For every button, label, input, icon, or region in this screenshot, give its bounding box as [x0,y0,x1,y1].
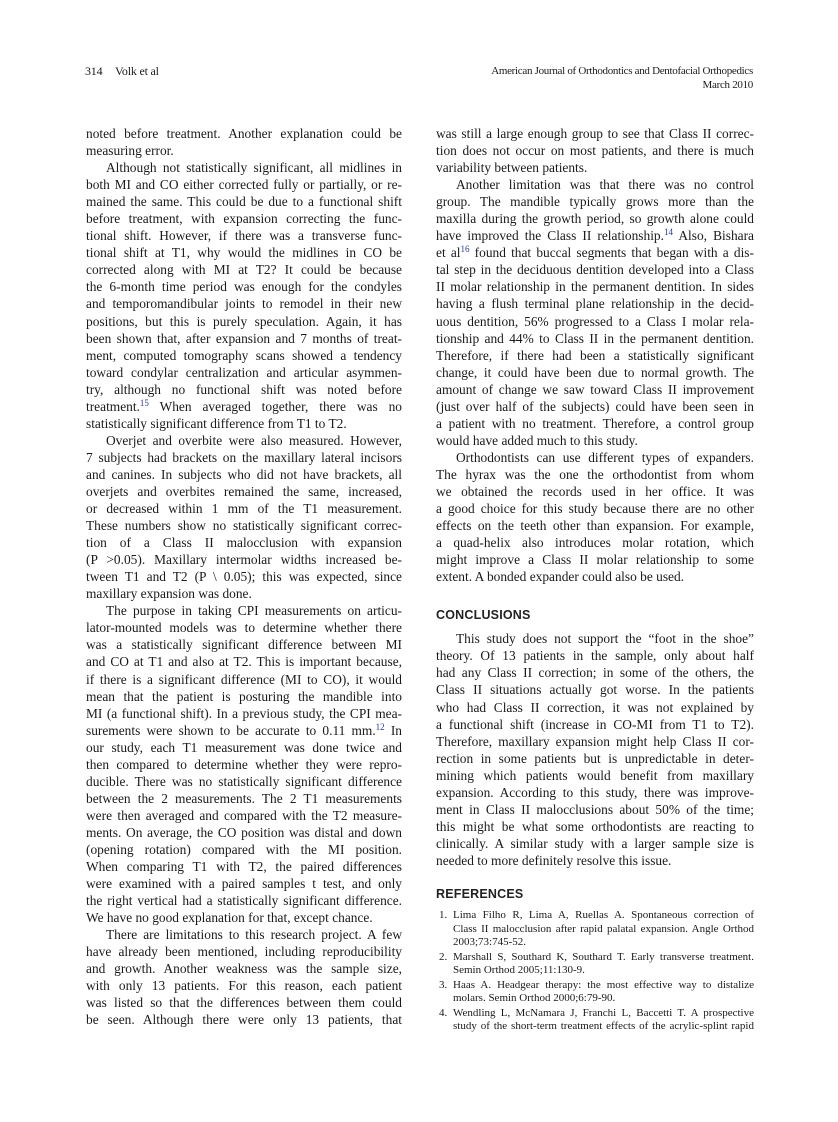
text-line: the right vertical had a statistically significant difference. [86,893,402,909]
text-line: tween T1 and T2 (P \ 0.05); this was expected, since [86,569,402,585]
text-line: might improve a Class II molar relationship to some [436,552,754,568]
text-line: overjets and overbites remained the same, increased, [86,483,402,499]
citation-link[interactable]: 12 [375,721,385,732]
text-line: had any Class II correction; in some of the others, the [436,665,754,681]
text-line: maxillary expansion was done. [86,586,252,602]
text-line: II molar relationship in the permanent dentition. In sides [436,279,754,295]
reference-item [436,1007,754,1034]
text-line: tional shift at T1, why would the midlines in CO be [86,245,402,261]
reference-number: 1. [439,909,448,922]
text-line: a patient with no treatment. Therefore, a control group [436,415,754,431]
left-column [86,125,402,1028]
text-line: maxilla during the growth period, so growth alone could [436,211,754,227]
text-line: (opening rotation) compared with the MI position. [86,841,402,857]
paragraph [436,176,754,449]
text-line: These numbers show no statistically significant correc- [86,518,402,534]
paragraph [86,926,402,1028]
text-line: were examined with a paired samples t test, and only [86,876,402,892]
running-authors: Volk et al [115,64,159,78]
text-line: group. The mandible typically grows more than the [436,194,754,210]
text-line: we obtained the records used in her office. It was [436,483,754,499]
text-line: was a statistically significant difference between MI [86,637,402,653]
text-line: The hyrax was the one the orthodontist from whom [436,466,754,482]
paragraph [436,630,754,869]
text-line: Class II situations actually got worse. In the patients [436,682,754,698]
reference-item [436,951,754,978]
right-column [436,125,754,1035]
reference-text-line: 2003;73:745-52. [453,936,527,949]
text-line: ments. On average, the CO position was distal and down [86,824,402,840]
text-line: rection in some patients but is unpredictable in deter- [436,750,754,766]
reference-item [436,909,754,950]
section-heading-conclusions: CONCLUSIONS [436,608,531,623]
reference-text-line: Lima Filho R, Lima A, Ruellas A. Spontaneous correction of [453,909,754,922]
text-line: been shown that, after expansion and 7 months of treat- [86,330,402,346]
text-line: The purpose in taking CPI measurements on articu- [106,603,402,619]
text-line: variability between patients. [436,160,588,176]
text-line: clinically. A similar study with a larger sample size is [436,835,754,851]
reference-text-line: Class II malocclusion after rapid palatal expansion. Angle Orthod [453,922,754,935]
text-line: treatment.$^{15}$ When averaged together, there was no [86,397,402,414]
text-line: was listed so that the differences between them could [86,995,402,1011]
paragraph [86,159,402,432]
text-line: tion does not occur on most patients, and there is much [436,143,754,159]
conclusions-body [436,630,754,869]
text-line: (P >0.05). Maxillary intermolar widths increased be- [86,552,402,568]
reference-text-line: Wendling L, McNamara J, Franchi L, Baccetti T. A prospective [453,1006,754,1019]
text-line: 7 subjects had brackets on the maxillary lateral incisors [86,449,402,465]
section-heading-references: REFERENCES [436,886,524,901]
text-line: Although not statistically significant, all midlines in [106,160,402,176]
right-column-body [436,125,754,585]
text-line: our study, each T1 measurement was done twice and [86,739,402,755]
text-line: would have added much to this study. [436,432,638,448]
text-line: having a flush terminal plane relationship in the decid- [436,296,754,312]
text-line: Therefore, if there had been a statistically significant [436,347,754,363]
paragraph [436,449,754,585]
reference-text-line: study of the short-term treatment effects of the acrylic-splint rapid [453,1020,754,1033]
text-line: effects on the teeth other than expansion. For example, [436,518,754,534]
text-line: mining which patients would benefit from maxillary [436,767,754,783]
text-line: tionship and 44% to Class II in the permanent dentition. [436,330,754,346]
text-line: lator-mounted models was to determine whether there [86,620,402,636]
text-line: between the 2 measurements. The 2 T1 measurements [86,790,402,806]
reference-number: 2. [439,950,448,963]
paragraph [86,125,402,159]
text-line: tional shift. However, if there was a transverse func- [86,228,402,244]
text-line: Overjet and overbite were also measured. However, [106,432,402,448]
text-line: and canines. In subjects who did not have brackets, all [86,466,402,482]
text-line: Another limitation was that there was no control [456,177,754,193]
text-line: were then averaged and compared with the T2 measure- [86,807,402,823]
text-line: before treatment, with expansion correcting the func- [86,211,402,227]
text-line: expansion. According to this study, there was improve- [436,784,754,800]
text-line: mean that the patient is posturing the mandible into [86,688,402,704]
text-line: positions, but this is purely speculation. Again, it has [86,313,402,329]
text-line: needed to more definitely resolve this issue. [436,852,672,868]
text-line: be seen. Although there were only 13 patients, that [86,1012,402,1028]
issue-date: March 2010 [702,79,753,91]
text-line: and growth. Another weakness was the sample size, [86,961,402,977]
text-line: This study does not support the “foot in the shoe” [456,631,754,647]
text-line: corrected along with MI at T2? It could be because [86,262,402,278]
text-line: measuring error. [86,143,174,159]
reference-text-line: molars. Semin Orthod 2000;6:79-90. [453,992,616,1005]
text-line: who had Class II correction, it was not explained by [436,699,754,715]
reference-text-line: Semin Orthod 2005;11:130-9. [453,964,585,977]
text-line: ducible. There was no statistically significant difference [86,773,402,789]
text-line: tion of a Class II malocclusion with expansion [86,535,402,551]
reference-text-line: Haas A. Headgear therapy: the most effective way to distalize [453,978,754,991]
text-line: ment, computed tomography scans showed a tendency [86,347,402,363]
reference-number: 4. [439,1006,448,1019]
text-line: uous dentition, 56% progressed to a Class I molar rela- [436,313,754,329]
citation-link[interactable]: 14 [663,227,673,238]
text-line: try, although no functional shift was noted before [86,381,402,397]
paragraph [86,602,402,926]
text-line: change, it could have been due to normal growth. The [436,364,754,380]
text-line: the 6-month time period was enough for the condyles [86,279,402,295]
text-line: a functional shift (increase in CO-MI from T1 to T2). [436,716,754,732]
journal-title: American Journal of Orthodontics and Dentofacial Orthopedics [491,65,753,77]
text-line: tal step in the deciduous dentition developed into a Class [436,262,754,278]
text-line: There are limitations to this research project. A few [106,927,402,943]
text-line: We have no good explanation for that, except chance. [86,910,373,926]
running-header-right [491,64,753,92]
text-line: or decreased within 1 mm of the T1 measurement. [86,501,402,517]
references-list [436,909,754,1034]
citation-link[interactable]: 15 [139,397,149,408]
text-line: theory. Of 13 patients in the sample, only about half [436,648,754,664]
text-line: statistically significant difference from T1 to T2. [86,415,347,431]
text-line: if there is a significant difference (MI to CO), it would [86,671,402,687]
text-line: (just over half of the subjects) could have been seen in [436,398,754,414]
text-line: and CO at T1 and also at T2. This is important because, [86,654,402,670]
text-line: a good choice for this study because there are no other [436,501,754,517]
reference-number: 3. [439,978,448,991]
text-line: then compared to determine whether they were repro- [86,756,402,772]
running-header-left [85,64,159,79]
text-line: a quad-helix also introduces molar rotation, which [436,535,754,551]
text-line: When comparing T1 with T2, the paired differences [86,859,402,875]
text-line: amount of change we saw toward Class II improvement [436,381,754,397]
page-number: 314 [85,64,103,78]
text-line: MI (a functional shift). In a previous study, the CPI mea- [86,705,402,721]
text-line: have already been mentioned, including reproducibility [86,944,402,960]
text-line: have improved the Class II relationship.$^{14}$ Also, Bishara [436,227,754,244]
reference-text-line: Marshall S, Southard K, Southard T. Early transverse treatment. [453,950,754,963]
text-line: Orthodontists can use different types of expanders. [456,449,754,465]
text-line: extent. A bonded expander could also be used. [436,569,685,585]
paragraph [436,125,754,176]
text-line: this might be what some orthodontists are reacting to [436,818,754,834]
reference-item [436,979,754,1006]
text-line: noted before treatment. Another explanation could be [86,126,402,141]
text-line: both MI and CO either corrected fully or partially, or re- [86,177,402,193]
text-line: et al$^{16}$ found that buccal segments that began with a dis- [436,244,754,261]
citation-link[interactable]: 16 [460,244,470,255]
text-line: with only 13 patients. For this reason, each patient [86,978,402,994]
paragraph [86,432,402,602]
text-line: and temporomandibular joints to remodel in their new [86,296,402,312]
text-line: Therefore, maxillary expansion might help Class II cor- [436,733,754,749]
text-line: surements were shown to be accurate to 0.11 mm.$^{12}$ In [86,721,402,738]
text-line: was still a large enough group to see that Class II correc- [436,126,754,141]
text-line: ment in Class II malocclusions about 50% of the time; [436,801,754,817]
text-line: mained the same. This could be due to a functional shift [86,194,402,210]
text-line: toward condylar centralization and articular asymmen- [86,364,402,380]
